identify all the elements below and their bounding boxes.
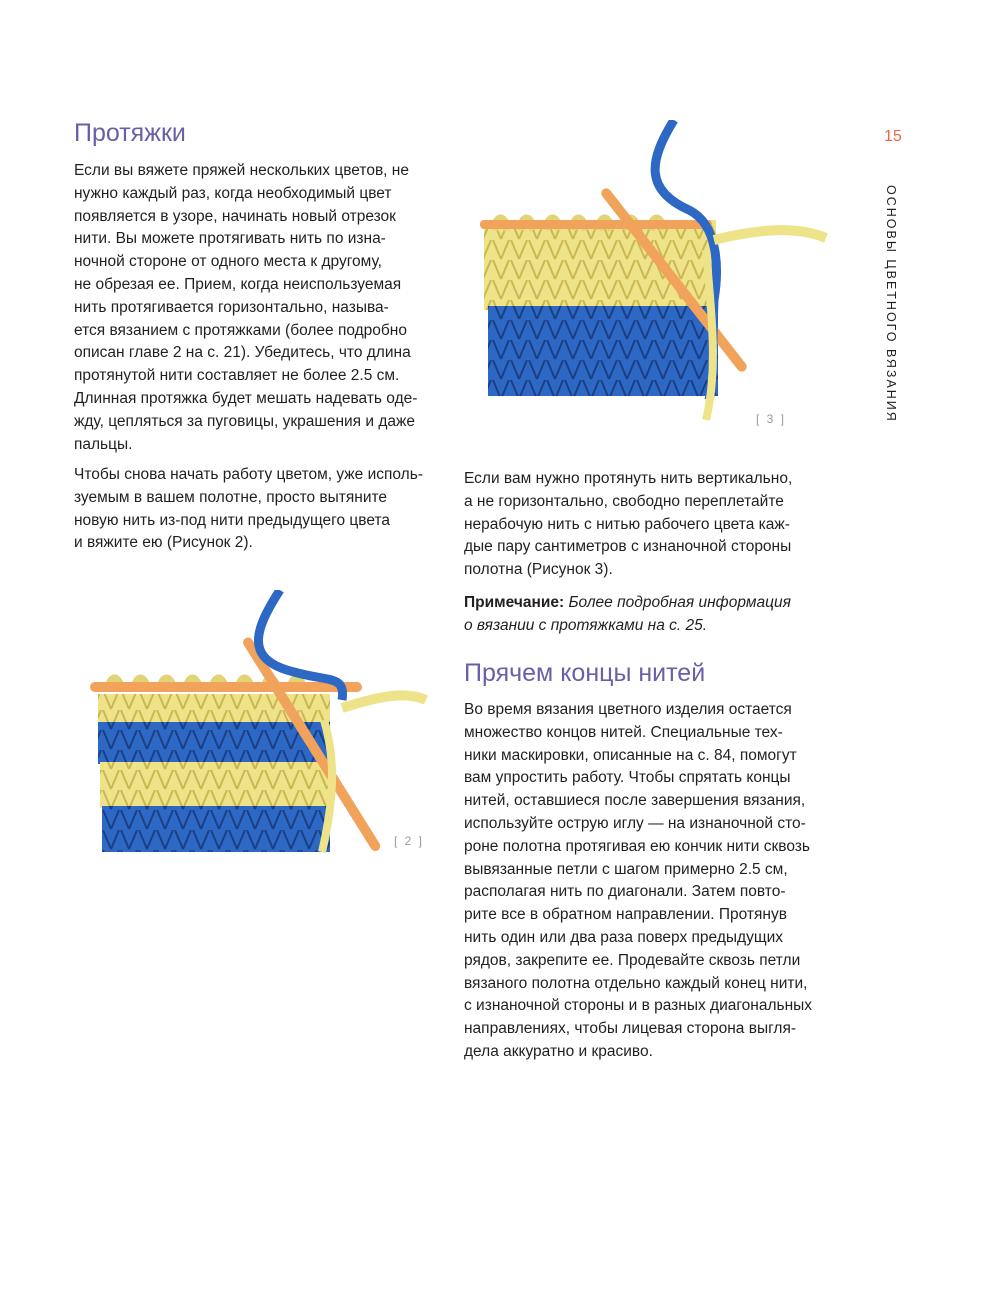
text-line: появляется в узоре, начинать новый отрезок xyxy=(74,207,396,225)
text-line: Если вы вяжете пряжей нескольких цветов, не xyxy=(74,162,409,179)
text-line: зуемым в вашем полотне, просто вытяните xyxy=(74,488,388,506)
text-line: пальцы. xyxy=(74,435,133,453)
text-line: нужно каждый раз, когда необходимый цвет xyxy=(74,184,392,202)
text-line: нить протягивается горизонтально, называ- xyxy=(74,298,389,316)
figure-2-caption: [ 2 ] xyxy=(394,834,425,848)
text-line: множество концов нитей. Специальные тех- xyxy=(464,723,783,741)
text-line: а не горизонтально, свободно переплетайте xyxy=(464,492,784,510)
text-line: вывязанные петли с шагом примерно 2.5 см, xyxy=(464,860,788,878)
note-label: Примечание: xyxy=(464,594,565,611)
text-line: жду, цепляться за пуговицы, украшения и даже xyxy=(74,412,415,430)
text-line: ется вязанием с протяжками (более подробно xyxy=(74,321,407,339)
paragraph-hide-ends xyxy=(464,699,864,1064)
text-line: ники маскировки, описанные на с. 84, помогут xyxy=(464,746,797,764)
section-title-strands: Протяжки xyxy=(74,119,186,147)
text-line: рите все в обратном направлении. Протянув xyxy=(464,906,787,924)
text-line: располагая нить по диагонали. Затем повто- xyxy=(464,883,786,901)
text-line: протянутой нити составляет не более 2.5 см. xyxy=(74,367,400,385)
text-line: новую нить из-под нити предыдущего цвета xyxy=(74,511,390,529)
text-line: направлениях, чтобы лицевая сторона выгля- xyxy=(464,1020,796,1038)
figure-2-svg xyxy=(84,590,434,890)
section-title-hide-ends: Прячем концы нитей xyxy=(464,659,706,687)
page-number: 15 xyxy=(884,128,902,145)
text-line: нитей, оставшиеся после завершения вязания, xyxy=(464,792,806,810)
note-text: Более подробная информация xyxy=(564,594,791,611)
text-line: описан главе 2 на с. 21). Убедитесь, что длина xyxy=(74,344,411,362)
text-line: рядов, закрепите ее. Продевайте сквозь петли xyxy=(464,951,801,969)
text-line: дела аккуратно и красиво. xyxy=(464,1042,653,1060)
text-line: роне полотна протягивая ею кончик нити сквозь xyxy=(464,837,810,855)
running-head: ОСНОВЫ ЦВЕТНОГО ВЯЗАНИЯ xyxy=(884,185,898,423)
text-line: вам упростить работу. Чтобы спрятать концы xyxy=(464,769,791,787)
figure-3-caption: [ 3 ] xyxy=(756,412,787,426)
note xyxy=(464,592,864,638)
figure-3-svg xyxy=(474,120,834,430)
text-line: Если вам нужно протянуть нить вертикально, xyxy=(464,470,793,487)
text-line: нити. Вы можете протягивать нить по изна- xyxy=(74,230,386,248)
paragraph-vertical-strand xyxy=(464,468,864,582)
paragraph-strands-intro xyxy=(74,160,454,456)
text-line: и вяжите ею (Рисунок 2). xyxy=(74,534,253,552)
paragraph-restart-color xyxy=(74,464,454,555)
text-line: с изнаночной стороны и в разных диагональных xyxy=(464,997,813,1015)
text-line: нерабочую нить с нитью рабочего цвета каж- xyxy=(464,515,790,533)
text-line: Длинная протяжка будет мешать надевать оде- xyxy=(74,389,418,407)
note-line-1 xyxy=(464,592,864,615)
text-line: Чтобы снова начать работу цветом, уже исполь- xyxy=(74,466,423,483)
figure-3-illustration xyxy=(474,120,834,430)
text-line: используйте острую иглу — на изнаночной сто- xyxy=(464,814,806,832)
text-line: Во время вязания цветного изделия остается xyxy=(464,701,792,718)
text-line: ночной стороне от одного места к другому, xyxy=(74,253,382,271)
note-text: о вязании с протяжками на с. 25. xyxy=(464,616,708,634)
text-line: полотна (Рисунок 3). xyxy=(464,561,613,579)
text-line: вязаного полотна отдельно каждый конец нити, xyxy=(464,974,808,992)
text-line: дые пару сантиметров с изнаночной стороны xyxy=(464,538,792,556)
figure-2-illustration xyxy=(84,590,434,890)
text-line: не обрезая ее. Прием, когда неиспользуемая xyxy=(74,275,402,293)
text-line: нить один или два раза поверх предыдущих xyxy=(464,928,783,946)
